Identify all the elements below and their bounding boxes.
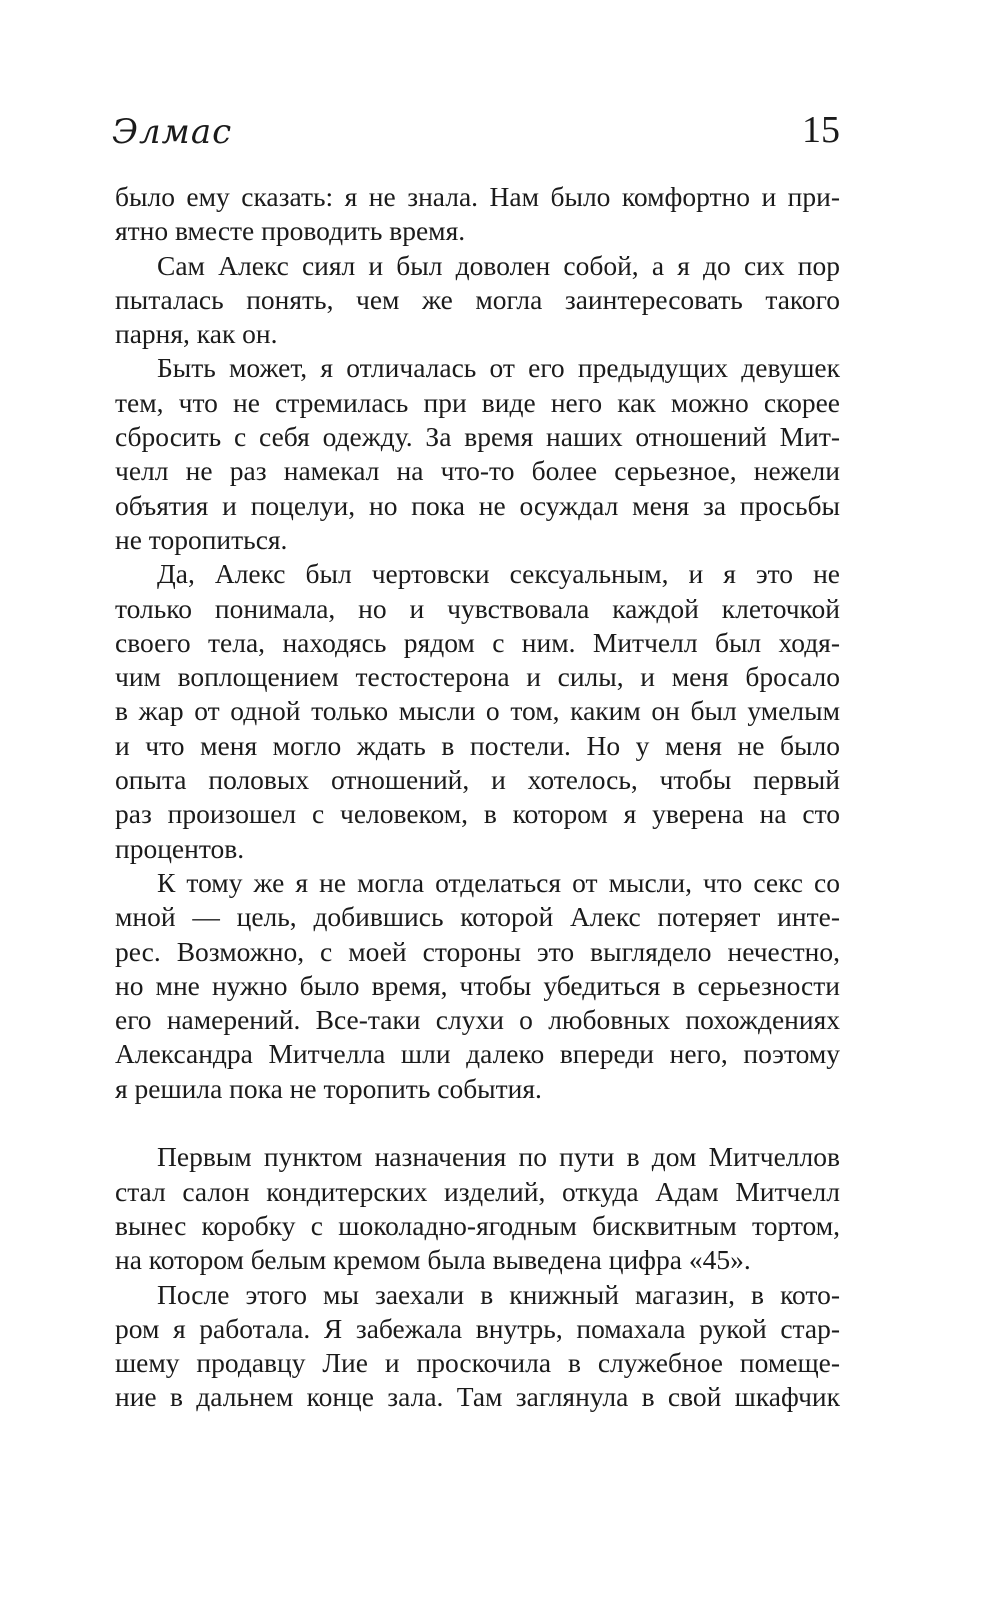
text-line: После этого мы заехали в книжный магазин, в кото-	[157, 1278, 840, 1310]
text-line: Быть может, я отличалась от его предыдущих девушек	[157, 352, 840, 384]
text-line: но мне нужно было время, чтобы убедиться в серьезности	[115, 969, 840, 1001]
text-line: ние в дальнем конце зала. Там заглянула в свой шкафчик	[115, 1381, 840, 1413]
body-text	[115, 180, 840, 1415]
page-number: 15	[802, 109, 840, 151]
text-line: объятия и поцелуи, но пока не осуждал меня за просьбы	[115, 489, 840, 521]
text-line: ятно вместе проводить время.	[115, 215, 466, 247]
text-line: сбросить с себя одежду. За время наших отношений Мит-	[115, 421, 840, 453]
text-line: я решила пока не торопить события.	[115, 1072, 542, 1104]
text-line: тем, что не стремилась при виде него как можно скорее	[115, 386, 840, 418]
text-line: чим воплощением тестостерона и силы, и меня бросало	[115, 661, 840, 693]
text-line: опыта половых отношений, и хотелось, чтобы первый	[115, 764, 840, 796]
text-line: и что меня могло ждать в постели. Но у меня не было	[115, 729, 840, 761]
text-line: пыталась понять, чем же могла заинтересовать такого	[115, 283, 840, 315]
text-line: стал салон кондитерских изделий, откуда Адам Митчелл	[115, 1175, 840, 1207]
text-line: процентов.	[115, 832, 245, 864]
text-line: К тому же я не могла отделаться от мысли, что секс со	[157, 866, 840, 898]
text-line: Сам Алекс сиял и был доволен собой, а я до сих пор	[157, 249, 840, 281]
text-line: Первым пунктом назначения по пути в дом Митчеллов	[157, 1141, 840, 1173]
text-line: в жар от одной только мысли о том, каким он был умелым	[115, 695, 840, 727]
text-line: его намерений. Все-таки слухи о любовных похождениях	[115, 1004, 840, 1036]
text-line: своего тела, находясь рядом с ним. Митчелл был ходя-	[115, 626, 840, 658]
text-line: парня, как он.	[115, 318, 278, 350]
text-line: Да, Алекс был чертовски сексуальным, и я это не	[157, 558, 840, 590]
text-line: шему продавцу Лие и проскочила в служебное помеще-	[115, 1347, 840, 1379]
text-line: Александра Митчелла шли далеко впереди него, поэтому	[115, 1038, 840, 1070]
section-break	[115, 1106, 840, 1140]
text-line: было ему сказать: я не знала. Нам было комфортно и при-	[115, 181, 840, 212]
text-line: вынес коробку с шоколадно-ягодным бисквитным тортом,	[115, 1209, 840, 1241]
text-line: челл не раз намекал на что-то более серьезное, нежели	[115, 455, 840, 487]
text-line: мной — цель, добившись которой Алекс потеряет инте-	[115, 901, 840, 933]
text-line: раз произошел с человеком, в котором я уверена на сто	[115, 798, 840, 830]
text-line: только понимала, но и чувствовала каждой клеточкой	[115, 592, 840, 624]
text-line: на котором белым кремом была выведена цифра «45».	[115, 1244, 751, 1276]
running-head-author: Элмас	[112, 112, 233, 152]
text-line: рес. Возможно, с моей стороны это выглядело нечестно,	[115, 935, 840, 967]
text-line: не торопиться.	[115, 523, 288, 555]
text-line: ром я работала. Я забежала внутрь, помахала рукой стар-	[115, 1312, 840, 1344]
